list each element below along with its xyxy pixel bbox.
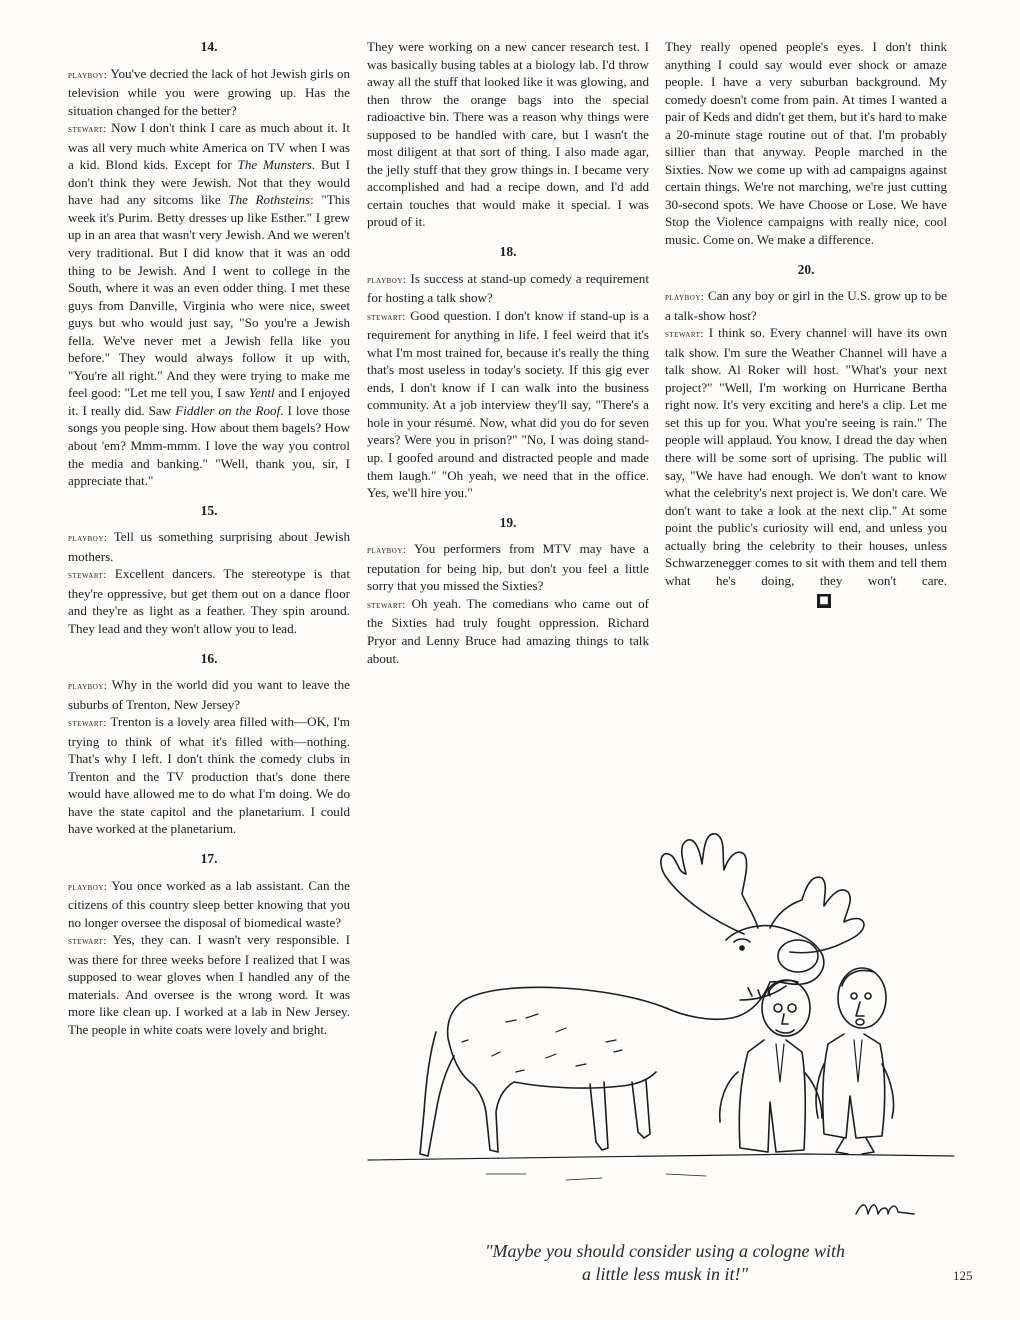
answer-text: stewart: Good question. I don't know if stand-up is a requirement for anything in life. I feel weird that it's what I'm most trained for, because it's really the thing that's most useless in today's society. If this gig ever ends, I don't know if I can walk into the business community. At a job interview they'll say, "There's a hole in your résumé. Now, what did you do for seven years? Were you in prison?" "No, I was doing stand-up. I goofed around and distracted people and made them laugh." "Oh yeah, we need that in the office. Yes, we'll hire you." <box>367 307 649 501</box>
question-text: playboy: Why in the world did you want to leave the suburbs of Trenton, New Jersey? <box>68 677 350 712</box>
man-figure-right <box>816 968 894 1154</box>
question-text: playboy: You once worked as a lab assistant. Can the citizens of this country sleep better knowing that you no longer oversee the disposal of biomedical waste? <box>68 877 350 930</box>
answer-text: stewart: Trenton is a lovely area filled with—OK, I'm trying to think of what it's filled with—nothing. That's why I left. I don't think the comedy clubs in Trenton and the TV production that's done there would have allowed me to do what I'm doing. We do have the state capitol and the planetarium. I could have worked at the planetarium. <box>68 714 350 837</box>
question-number: 18. <box>499 244 517 260</box>
answer-text: stewart: Excellent dancers. The stereotype is that they're oppressive, but get them out on a dance floor and they're as light as a feather. They spin around. They lead and they won't allow you to lead. <box>68 566 350 636</box>
moose-body <box>420 987 666 1156</box>
question-number: 14. <box>200 39 218 54</box>
answer-continuation: They really opened people's eyes. I don't think anything I could say would ever shock or amaze people. I have a very suburban background. My comedy doesn't come from pain. At times I wanted a pair of Keds and didn't get them, but it's hard to make a 20-minute stage routine out of that. I'm probably sillier than that anyway. People marched in the Sixties. Now we come up with ad campaigns against certain things. We're not marching, we're just cutting 30-second spots. We have Choose or Lose. We have Stop the Violence campaigns with really nice, cool music. Come on. We make a difference. <box>665 39 947 248</box>
answer-text: stewart: Oh yeah. The comedians who came out of the Sixties had truly fought oppression. Richard Pryor and Lenny Bruce had amazing things to talk about. <box>367 595 649 666</box>
text-column-1 <box>68 38 350 1038</box>
question-number: 20. <box>797 261 815 277</box>
cartoon-illustration <box>366 782 956 1244</box>
answer-text: stewart: I think so. Every channel will have its own talk show. I'm sure the Weather Channel will have a talk show. Al Roker will host. "What's your next project?" "Well, I'm working on Hurricane Bertha right now. It's very exciting and here's a clip. Let me set this up for you. What you're seeing is rain." The people will applaud. You know, I dread the day when there will be some sort of uprising. The public will say, "We have had enough. We don't want to know what the celebrity's next project is. We don't care. We don't want to take a look at the next clip." At some point the public's curiosity will end, and unless you actually bring the celebrity to their houses, unless Schwarzenegger comes to sit with them and tell them what he's doing, they won't care.■ <box>665 325 947 607</box>
question-text: playboy: Tell us something surprising about Jewish mothers. <box>68 529 350 564</box>
caption-line-1: "Maybe you should consider using a cologne with <box>484 1241 845 1261</box>
caption-line-2: a little less musk in it!" <box>581 1264 749 1284</box>
moose-head <box>666 926 824 1020</box>
cartoon-signature <box>856 1205 914 1214</box>
cartoon-caption <box>420 1240 910 1286</box>
question-text: playboy: Is success at stand-up comedy a requirement for hosting a talk show? <box>367 270 649 306</box>
ground-line <box>368 1154 954 1160</box>
question-number: 16. <box>200 650 218 666</box>
question-text: playboy: You performers from MTV may have a reputation for being hip, but don't you feel a little sorry that you missed the Sixties? <box>367 541 649 594</box>
question-number: 17. <box>200 850 218 866</box>
question-number: 19. <box>499 514 517 530</box>
man-figure-left <box>720 980 822 1152</box>
answer-text: stewart: Now I don't think I care as much about it. It was all very much white America on TV when I was a kid. Blond kids. Except for The Munsters. But I don't think they were Jewish. Not that they would have had any sitcoms like The Rothsteins: "This week it's Purim. Betty dresses up like Esther." I grew up in an area that wasn't very Jewish. And we weren't very traditional. But I did know that it was an odd thing to be Jewish. And I went to college in the South, where it was an even odder thing. I met these guys from Danville, Virginia who were nice, sweet guys but who would just say, "So you're a Jewish fella. We've never met a Jewish fella like you before." They would always follow it up with, "You're all right." And they were trying to make me feel good: "Let me tell you, I saw Yentl and I enjoyed it. I really did. Saw Fiddler on the Roof. I love those songs you people sing. How about them bagels? How about 'em? Mmm-mmm. I love the way you control the media and banking." "Well, thank you, sir, I appreciate that." <box>68 120 350 489</box>
moose-antlers-icon <box>661 834 864 953</box>
text-column-2 <box>367 38 649 667</box>
question-text: playboy: You've decried the lack of hot Jewish girls on television while you were growing up. Has the situation changed for the better? <box>68 65 350 118</box>
question-text: playboy: Can any boy or girl in the U.S. grow up to be a talk-show host? <box>665 288 947 323</box>
rabbit-end-mark-icon: ■ <box>817 594 831 608</box>
text-column-3 <box>665 38 947 608</box>
page-number: 125 <box>953 1268 973 1283</box>
answer-text: stewart: Yes, they can. I wasn't very responsible. I was there for three weeks before I realized that I was supposed to wear gloves when I handled any of the materials. And oversee is the wrong word. It was more like clean up. I worked at a lab in New Jersey. The people in white coats were lovely and bright. <box>68 932 350 1037</box>
question-number: 15. <box>200 502 218 518</box>
answer-continuation: They were working on a new cancer research test. I was basically busing tables at a biology lab. I'd throw away all the stuff that looked like it was glowing, and then throw the orange bags into the special radioactive bin. There was a reason why things were supposed to be handled with care, but I wasn't the most diligent at that sort of thing. I also made agar, the jelly stuff that they grow things in. I became very accomplished and had a recipe down, and I'd add certain touches that would make it special. I was proud of it. <box>367 39 649 230</box>
